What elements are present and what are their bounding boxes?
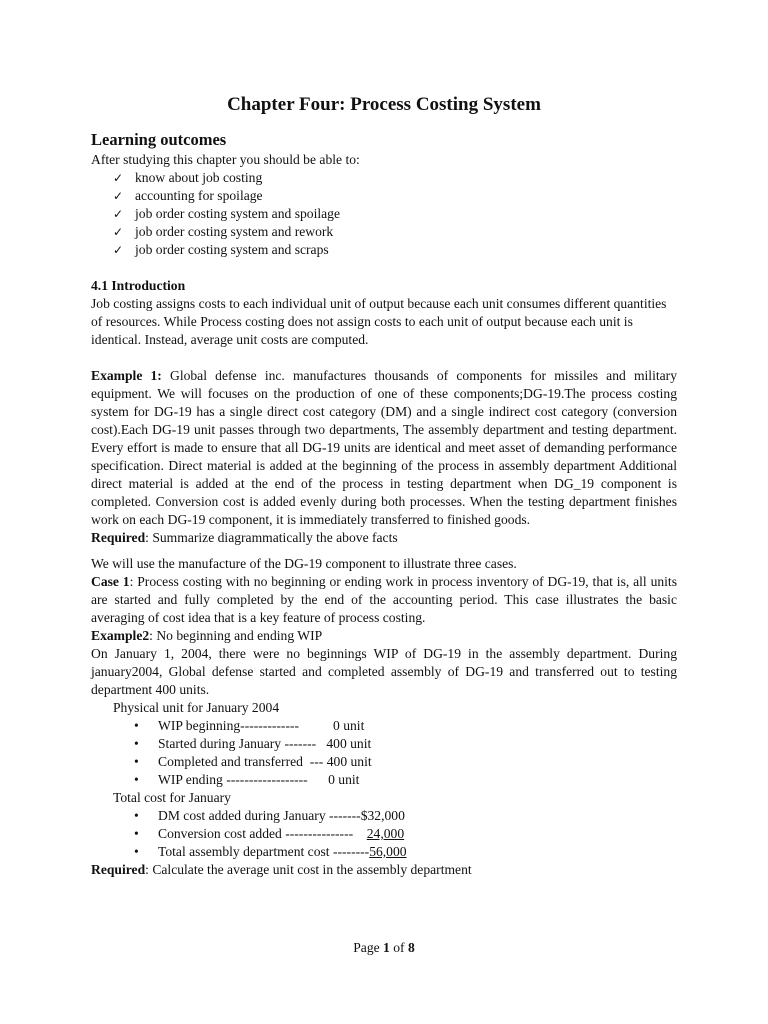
list-item: • Total assembly department cost --------56,000 xyxy=(134,844,407,859)
physical-units-list xyxy=(91,717,677,789)
example1-label: Example 1: xyxy=(91,368,162,383)
list-item: • Conversion cost added --------------- 24,000 xyxy=(134,826,405,841)
bullet-icon: • xyxy=(134,754,139,769)
total-cost-list xyxy=(91,807,677,861)
case1-label: Case 1 xyxy=(91,574,130,589)
bullet-icon: • xyxy=(134,736,139,751)
checkmark-icon: ✓ xyxy=(113,207,124,221)
cases-intro: We will use the manufacture of the DG-19 component to illustrate three cases. xyxy=(91,556,517,571)
checkmark-icon: ✓ xyxy=(113,243,124,257)
total-cost-heading: Total cost for January xyxy=(113,790,231,805)
list-item: • Completed and transferred --- 400 unit xyxy=(134,754,372,769)
bullet-icon: • xyxy=(134,808,139,823)
example2-heading: Example2: No beginning and ending WIP xyxy=(91,628,323,643)
example1-required: Required: Summarize diagrammatically the above facts xyxy=(91,530,398,545)
bullet-icon: • xyxy=(134,826,139,841)
example1-paragraph xyxy=(91,367,677,529)
document-body xyxy=(91,127,677,879)
current-page-number: 1 xyxy=(383,940,390,955)
list-item: • WIP beginning------------- 0 unit xyxy=(134,718,365,733)
bullet-icon: • xyxy=(134,844,139,859)
list-item: • Started during January ------- 400 unit xyxy=(134,736,372,751)
checkmark-icon: ✓ xyxy=(113,225,124,239)
example2-text: On January 1, 2004, there were no beginnings WIP of DG-19 in the assembly department. During january2004, Global defense started and completed assembly of DG-19 and transferred out to testing department 400 units. xyxy=(91,646,677,697)
total-cost-value: 56,000 xyxy=(369,844,407,859)
page-footer: Page 1 of 8 xyxy=(353,940,415,955)
bullet-icon: • xyxy=(134,772,139,787)
list-item: • DM cost added during January -------$32,000 xyxy=(134,808,405,823)
introduction-text: Job costing assigns costs to each individual unit of output because each unit consumes different quantities of resources. While Process costing does not assign costs to each unit of output because each unit is identical. Instead, average unit costs are computed. xyxy=(91,296,667,347)
introduction-heading: 4.1 Introduction xyxy=(91,278,186,293)
list-item: ✓ job order costing system and rework xyxy=(113,224,334,239)
case1-paragraph: Case 1: Process costing with no beginning or ending work in process inventory of DG-19, that is, all units are started and fully completed by the end of the accounting period. This case illustrates the basic averaging of cost idea that is a key feature of process costing. xyxy=(91,574,678,625)
checkmark-icon: ✓ xyxy=(113,189,124,203)
list-item: • WIP ending ------------------ 0 unit xyxy=(134,772,360,787)
page-title: Chapter Four: Process Costing System xyxy=(227,94,541,115)
list-item: ✓ know about job costing xyxy=(113,170,263,185)
learning-outcomes-intro: After studying this chapter you should be able to: xyxy=(91,152,360,167)
list-item: ✓ job order costing system and scraps xyxy=(113,242,329,257)
bullet-icon: • xyxy=(134,718,139,733)
learning-outcomes-list xyxy=(91,169,677,259)
list-item: ✓ accounting for spoilage xyxy=(113,188,263,203)
list-item: ✓ job order costing system and spoilage xyxy=(113,206,341,221)
total-pages-number: 8 xyxy=(407,940,415,955)
example2-required: Required: Calculate the average unit cost in the assembly department xyxy=(91,862,472,877)
physical-units-heading: Physical unit for January 2004 xyxy=(113,700,280,715)
learning-outcomes-heading: Learning outcomes xyxy=(91,130,227,149)
checkmark-icon: ✓ xyxy=(113,171,124,185)
conversion-cost-value: 24,000 xyxy=(366,826,405,841)
example1-text: Global defense inc. manufactures thousands of components for missiles and military equipment. We will focuses on the production of one of these components;DG-19.The process costing system for DG-19 has a single direct cost category (DM) and a single indirect cost category (conversion cost).Each DG-19 unit passes through two departments, The assembly department and testing department. Every effort is made to ensure that all DG-19 units are identical and meet asset of demanding performance specification. Direct material is added at the beginning of the process in assembly department Additional direct material is added at the end of the process in testing department when DG_19 component is completed. Conversion cost is added evenly during both processes. When the testing department finishes work on each DG-19 component, it is immediately transferred to finished goods. xyxy=(91,368,677,527)
